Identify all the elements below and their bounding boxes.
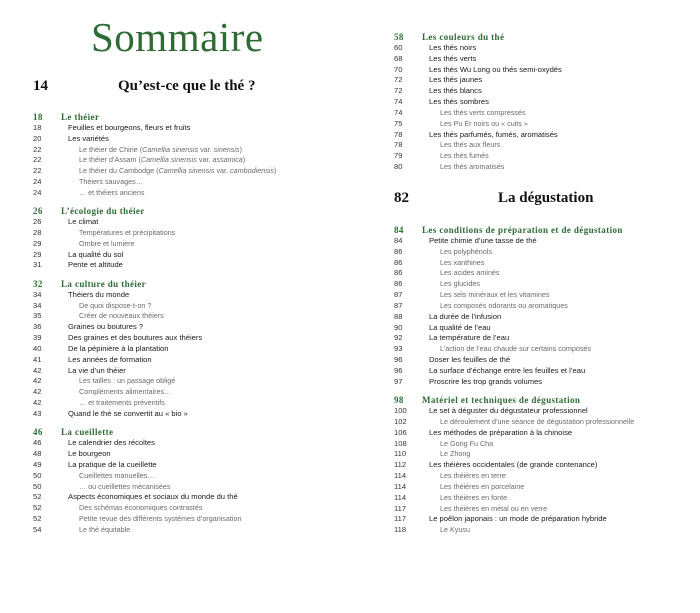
entry-title: Quand le thé se convertit au « bio » — [68, 408, 188, 418]
entry-title: La vie d’un théier — [68, 365, 126, 375]
toc-chapter[interactable] — [33, 279, 333, 290]
toc-chapter[interactable] — [33, 206, 333, 217]
toc-entry[interactable] — [394, 366, 694, 377]
page-number: 84 — [394, 235, 403, 245]
toc-entry[interactable] — [33, 366, 333, 377]
page-number: 42 — [33, 376, 42, 386]
page-number: 60 — [394, 42, 403, 52]
toc-subentry[interactable] — [33, 471, 333, 482]
page-number: 70 — [394, 64, 403, 74]
page-number: 93 — [394, 344, 403, 354]
entry-title: Théiers sauvages… — [79, 177, 143, 187]
page-number: 108 — [394, 438, 407, 448]
entry-title: La température de l’eau — [429, 333, 510, 343]
section-spacer — [394, 388, 694, 396]
entry-title: Le théier — [61, 112, 100, 122]
toc-entry[interactable] — [394, 130, 694, 141]
entry-title: Les xanthines — [440, 257, 485, 267]
entry-title: Le Zhong — [440, 449, 471, 459]
entry-title: La pratique de la cueillette — [68, 459, 157, 469]
toc-subentry[interactable] — [394, 525, 694, 536]
toc-entry[interactable] — [33, 460, 333, 471]
toc-entry[interactable] — [394, 97, 694, 108]
entry-title: … ou cueillettes mécanisées — [79, 481, 171, 491]
entry-title: Les glucides — [440, 279, 480, 289]
entry-title: De quoi dispose-t-on ? — [79, 300, 152, 310]
toc-entry[interactable] — [33, 355, 333, 366]
page-number: 86 — [394, 257, 403, 267]
toc-subentry[interactable] — [33, 514, 333, 525]
page-number: 50 — [33, 481, 42, 491]
toc-subentry[interactable] — [394, 151, 694, 162]
entry-title: Les polyphénols — [440, 246, 492, 256]
page-number: 118 — [394, 525, 407, 535]
toc-entry[interactable] — [394, 406, 694, 417]
entry-title: Les années de formation — [68, 354, 152, 364]
page-number: 102 — [394, 416, 407, 426]
entry-title: Les théières en porcelaine — [440, 481, 525, 491]
entry-title: Matériel et techniques de dégustation — [422, 395, 581, 406]
entry-title: Les variétés — [68, 133, 109, 143]
page-title: Sommaire — [91, 14, 264, 60]
page-number: 28 — [33, 227, 42, 237]
entry-title: La qualité du sol — [68, 249, 124, 259]
toc-subentry[interactable] — [394, 108, 694, 119]
page-number: 112 — [394, 460, 407, 470]
toc-subentry[interactable] — [33, 145, 333, 156]
toc-entry[interactable] — [33, 344, 333, 355]
entry-title: Pente et altitude — [68, 260, 123, 270]
toc-subentry[interactable] — [33, 525, 333, 536]
entry-title: Températures et précipitations — [79, 227, 176, 237]
toc-subentry[interactable] — [394, 301, 694, 312]
entry-title: Les tailles : un passage obligé — [79, 376, 176, 386]
toc-subentry[interactable] — [33, 155, 333, 166]
page-number: 18 — [33, 112, 43, 122]
entry-title: Les thés fumés — [440, 151, 489, 161]
toc-chapter[interactable] — [33, 112, 333, 123]
entry-title: Le climat — [68, 217, 99, 227]
toc-subentry[interactable] — [33, 482, 333, 493]
page-number: 31 — [33, 260, 42, 270]
page-number: 78 — [394, 140, 403, 150]
toc-subentry[interactable] — [33, 228, 333, 239]
toc-entry[interactable] — [394, 312, 694, 323]
toc-subentry[interactable] — [394, 140, 694, 151]
toc-left-column — [33, 112, 333, 536]
toc-entry[interactable] — [394, 65, 694, 76]
page-number: 22 — [33, 155, 42, 165]
toc-entry[interactable] — [394, 333, 694, 344]
entry-title: Aspects économiques et sociaux du monde du thé — [68, 492, 238, 502]
toc-entry[interactable] — [394, 236, 694, 247]
page-number: 52 — [33, 492, 42, 502]
toc-entry[interactable] — [33, 260, 333, 271]
entry-title: L’action de l’eau chaude sur certains composés — [440, 344, 592, 354]
section-spacer — [33, 420, 333, 428]
toc-entry[interactable] — [394, 75, 694, 86]
page-number: 34 — [33, 300, 42, 310]
entry-title: Les thés aux fleurs — [440, 140, 501, 150]
page-number: 72 — [394, 75, 403, 85]
entry-title: Le théier de Chine (Camellia sinensis var. sinensis) — [79, 144, 243, 154]
page-number: 96 — [394, 355, 403, 365]
entry-title: Le déroulement d’une séance de dégustation professionnelle — [440, 416, 635, 426]
toc-entry[interactable] — [394, 355, 694, 366]
page-number: 40 — [33, 343, 42, 353]
page-number: 42 — [33, 365, 42, 375]
entry-title: Les thés aromatisés — [440, 162, 505, 172]
page-number: 72 — [394, 86, 403, 96]
entry-title: Ombre et lumière — [79, 238, 135, 248]
toc-subentry[interactable] — [394, 471, 694, 482]
page-number: 43 — [33, 408, 42, 418]
page-number: 98 — [394, 395, 404, 406]
page-number: 42 — [33, 398, 42, 408]
toc-entry[interactable] — [394, 43, 694, 54]
entry-title: Les théières occidentales (de grande contenance) — [429, 460, 598, 470]
toc-chapter[interactable] — [394, 32, 694, 43]
toc-entry[interactable] — [394, 86, 694, 97]
toc-subentry[interactable] — [394, 482, 694, 493]
toc-subentry[interactable] — [394, 439, 694, 450]
section-spacer — [33, 199, 333, 207]
page-number: 87 — [394, 290, 403, 300]
page-number: 46 — [33, 427, 43, 438]
toc-entry[interactable] — [394, 428, 694, 439]
toc-subentry[interactable] — [394, 258, 694, 269]
page-number: 54 — [33, 524, 42, 534]
toc-subentry[interactable] — [394, 449, 694, 460]
entry-title: Le Gong Fu Cha — [440, 438, 494, 448]
entry-title: Les acides aminés — [440, 268, 500, 278]
toc-entry[interactable] — [33, 449, 333, 460]
page-number: 92 — [394, 333, 403, 343]
page-number: 26 — [33, 206, 43, 217]
entry-title: Petite chimie d’une tasse de thé — [429, 235, 537, 245]
toc-subentry[interactable] — [394, 290, 694, 301]
entry-title: Le thé équitable — [79, 524, 131, 534]
entry-title: Le calendrier des récoltes — [68, 438, 155, 448]
page-number: 117 — [394, 514, 407, 524]
page-number: 78 — [394, 129, 403, 139]
entry-title: Les théières en terre — [440, 471, 506, 481]
page-number: 22 — [33, 144, 42, 154]
entry-title: La durée de l’infusion — [429, 311, 502, 321]
page-number: 42 — [33, 387, 42, 397]
page-number: 86 — [394, 279, 403, 289]
page-number: 97 — [394, 376, 403, 386]
page-number: 75 — [394, 118, 403, 128]
entry-title: Les conditions de préparation et de dégustation — [422, 225, 623, 235]
toc-entry[interactable] — [394, 323, 694, 334]
toc-entry[interactable] — [33, 438, 333, 449]
toc-entry[interactable] — [33, 290, 333, 301]
toc-subentry[interactable] — [33, 311, 333, 322]
page-number: 24 — [33, 187, 42, 197]
toc-chapter[interactable] — [394, 395, 694, 406]
page-number: 79 — [394, 151, 403, 161]
toc-subentry[interactable] — [394, 247, 694, 258]
page-number: 58 — [394, 32, 404, 42]
page-number: 49 — [33, 459, 42, 469]
page-number: 68 — [394, 53, 403, 63]
entry-title: Graines ou boutures ? — [68, 322, 144, 332]
entry-title: Des schémas économiques contrastés — [79, 503, 203, 513]
section-spacer — [33, 271, 333, 279]
entry-title: Feuilles et bourgeons, fleurs et fruits — [68, 122, 191, 132]
entry-title: Théiers du monde — [68, 289, 130, 299]
page-number: 88 — [394, 311, 403, 321]
toc-subentry[interactable] — [394, 344, 694, 355]
part-page-number: 82 — [394, 190, 409, 206]
page-number: 96 — [394, 365, 403, 375]
page-number: 117 — [394, 503, 407, 513]
page-number: 74 — [394, 107, 403, 117]
toc-entry[interactable] — [33, 134, 333, 145]
toc-entry[interactable] — [394, 377, 694, 388]
page-number: 34 — [33, 289, 42, 299]
toc-subentry[interactable] — [33, 177, 333, 188]
page-number: 52 — [33, 514, 42, 524]
entry-title: Le set à déguster du dégustateur professionnel — [429, 406, 588, 415]
page-number: 46 — [33, 438, 42, 448]
page-number: 74 — [394, 97, 403, 107]
toc-entry[interactable] — [33, 492, 333, 503]
page-number: 22 — [33, 166, 42, 176]
entry-title: Les thés sombres — [429, 97, 489, 107]
entry-title: Les sels minéraux et les vitamines — [440, 290, 550, 300]
entry-title: Les composés odorants ou aromatiques — [440, 300, 568, 310]
entry-title: … et théiers anciens — [79, 187, 145, 197]
page-number: 52 — [33, 503, 42, 513]
page-number: 100 — [394, 406, 407, 415]
entry-title: Les Pu Er noirs ou « cuits » — [440, 118, 528, 128]
entry-title: Les méthodes de préparation à la chinoise — [429, 427, 573, 437]
page-number: 86 — [394, 246, 403, 256]
entry-title: Les théières en fonte — [440, 492, 508, 502]
part-title: La dégustation — [498, 190, 594, 206]
entry-title: Les thés noirs — [429, 42, 477, 52]
entry-title: Le poêlon japonais : un mode de préparation hybride — [429, 514, 607, 524]
entry-title: Les thés parfumés, fumés, aromatisés — [429, 129, 558, 139]
entry-title: Créer de nouveaux théiers — [79, 311, 164, 321]
toc-subentry[interactable] — [394, 504, 694, 515]
entry-title: Les théières en métal ou en verre — [440, 503, 548, 513]
page-number: 48 — [33, 448, 42, 458]
page-number: 90 — [394, 322, 403, 332]
toc-right-column-bottom — [394, 225, 694, 536]
entry-title: Le théier d’Assam (Camellia sinensis var. assamica) — [79, 155, 246, 165]
toc-chapter[interactable] — [33, 427, 333, 438]
page-number: 106 — [394, 427, 407, 437]
page-number: 87 — [394, 300, 403, 310]
toc-subentry[interactable] — [394, 279, 694, 290]
entry-title: La surface d’échange entre les feuilles et l’eau — [429, 365, 586, 375]
part-page-number: 14 — [33, 78, 48, 94]
page-number: 26 — [33, 217, 42, 227]
toc-entry[interactable] — [33, 217, 333, 228]
entry-title: Les thés jaunes — [429, 75, 483, 85]
toc-entry[interactable] — [33, 322, 333, 333]
toc-subentry[interactable] — [394, 417, 694, 428]
entry-title: Le théier du Cambodge (Camellia sinensis var. cambodiensis) — [79, 166, 277, 176]
page-number: 50 — [33, 470, 42, 480]
toc-subentry[interactable] — [33, 301, 333, 312]
toc-subentry[interactable] — [33, 188, 333, 199]
page-number: 32 — [33, 278, 43, 289]
page-number: 24 — [33, 177, 42, 187]
page-number: 114 — [394, 471, 407, 481]
page-number: 36 — [33, 322, 42, 332]
toc-subentry[interactable] — [33, 239, 333, 250]
toc-subentry[interactable] — [394, 493, 694, 504]
entry-title: Des graines et des boutures aux théiers — [68, 333, 203, 343]
toc-entry[interactable] — [33, 409, 333, 420]
entry-title: Cueillettes manuelles… — [79, 470, 155, 480]
entry-title: Les thés blancs — [429, 86, 482, 96]
entry-title: Doser les feuilles de thé — [429, 355, 511, 365]
page-number: 80 — [394, 162, 403, 172]
page-number: 20 — [33, 133, 42, 143]
page-number: 41 — [33, 354, 42, 364]
entry-title: Compléments alimentaires… — [79, 387, 172, 397]
toc-subentry[interactable] — [394, 268, 694, 279]
toc-entry[interactable] — [33, 333, 333, 344]
toc-subentry[interactable] — [33, 387, 333, 398]
toc-chapter[interactable] — [394, 225, 694, 236]
entry-title: La qualité de l’eau — [429, 322, 491, 332]
page-number: 114 — [394, 481, 407, 491]
entry-title: Les thés Wu Long ou thés semi-oxydés — [429, 64, 562, 74]
toc-entry[interactable] — [33, 250, 333, 261]
toc-right-column-top — [394, 32, 694, 173]
page-number: 114 — [394, 492, 407, 502]
page-number: 18 — [33, 122, 42, 132]
toc-entry[interactable] — [394, 54, 694, 65]
page-number: 86 — [394, 268, 403, 278]
toc-subentry[interactable] — [33, 398, 333, 409]
toc-subentry[interactable] — [394, 119, 694, 130]
page-number: 35 — [33, 311, 42, 321]
entry-title: Les couleurs du thé — [422, 32, 505, 42]
entry-title: De la pépinière à la plantation — [68, 343, 169, 353]
part-title: Qu’est-ce que le thé ? — [118, 78, 256, 94]
entry-title: L’écologie du théier — [61, 206, 145, 217]
entry-title: Les thés verts compressés — [440, 107, 526, 117]
page-number: 29 — [33, 238, 42, 248]
entry-title: La culture du théier — [61, 278, 147, 289]
toc-subentry[interactable] — [33, 503, 333, 514]
page-number: 39 — [33, 333, 42, 343]
entry-title: Le bourgeon — [68, 448, 111, 458]
toc-entry[interactable] — [394, 514, 694, 525]
toc-subentry[interactable] — [394, 162, 694, 173]
toc-entry[interactable] — [33, 123, 333, 134]
entry-title: … et traitements préventifs — [79, 398, 165, 408]
toc-subentry[interactable] — [33, 376, 333, 387]
entry-title: Les thés verts — [429, 53, 477, 63]
page-number: 84 — [394, 225, 404, 235]
toc-subentry[interactable] — [33, 166, 333, 177]
entry-title: Le Kyusu — [440, 525, 470, 535]
entry-title: La cueillette — [61, 427, 114, 438]
page-number: 110 — [394, 449, 407, 459]
entry-title: Petite revue des différents systèmes d’organisation — [79, 514, 242, 524]
entry-title: Proscrire les trop grands volumes — [429, 376, 543, 386]
toc-entry[interactable] — [394, 460, 694, 471]
page-number: 29 — [33, 249, 42, 259]
